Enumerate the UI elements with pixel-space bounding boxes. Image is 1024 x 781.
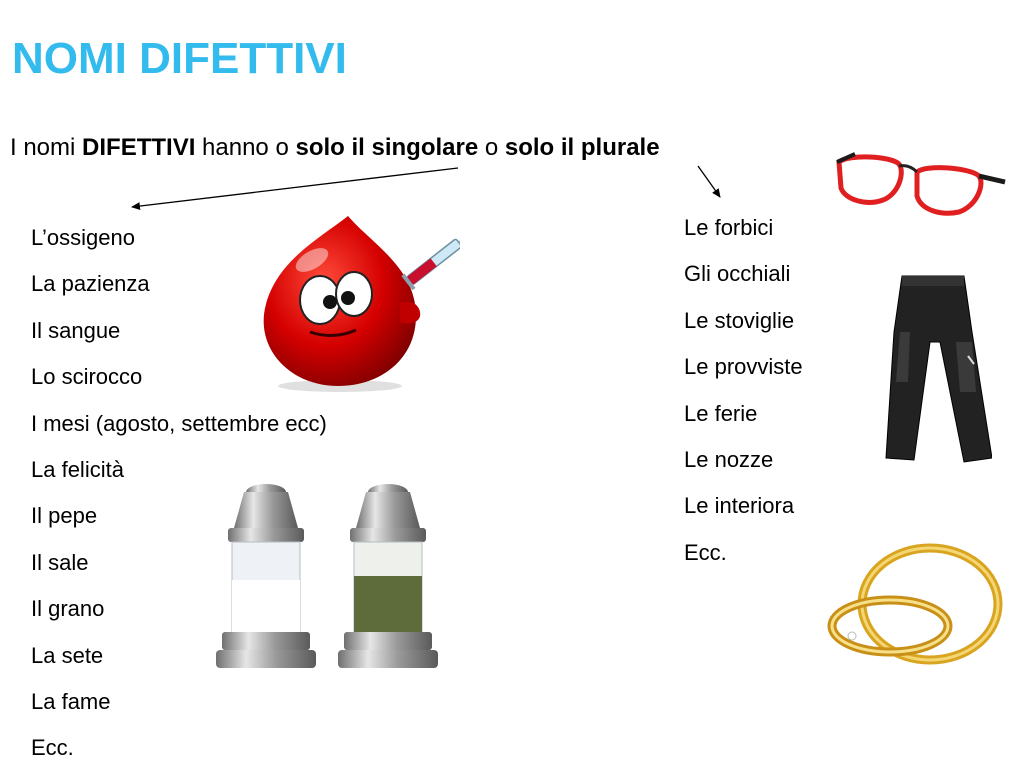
list-item: Lo scirocco (31, 364, 143, 390)
list-item: Gli occhiali (684, 261, 791, 287)
intro-text-3: o (478, 134, 505, 161)
list-item: La fame (31, 688, 111, 714)
list-item: Le ferie (684, 400, 758, 426)
intro-bold-singolare: solo il singolare (295, 134, 479, 161)
intro-bold-difettivi: DIFETTIVI (82, 134, 196, 161)
list-item: L’ossigeno (31, 225, 135, 250)
list-item: Il sangue (31, 317, 121, 343)
list-item: Il pepe (31, 503, 98, 529)
list-item: Il sale (31, 549, 89, 575)
intro-text-1: I nomi (10, 134, 83, 161)
list-item: La pazienza (31, 271, 150, 297)
intro-bold-plurale: solo il plurale (504, 134, 660, 161)
trousers-image (880, 272, 992, 464)
list-item: Le forbici (684, 215, 774, 240)
list-item: La felicità (31, 456, 124, 482)
list-item: Ecc. (684, 539, 727, 565)
salt-pepper-image (212, 480, 446, 678)
glasses-image (835, 150, 1009, 220)
list-item: Le nozze (684, 446, 774, 472)
plural-nouns-list (684, 214, 803, 585)
list-item: Le interiora (684, 493, 795, 519)
list-item: Le provviste (684, 354, 803, 380)
page-title: NOMI DIFETTIVI (12, 34, 347, 83)
arrow-to-singular (132, 168, 458, 207)
list-item: Il grano (31, 596, 105, 622)
intro-text-2: hanno o (195, 134, 296, 161)
list-item: I mesi (agosto, settembre ecc) (31, 410, 327, 436)
rings-image (826, 540, 1008, 670)
list-item: Ecc. (31, 735, 74, 761)
list-item: Le stoviglie (684, 307, 795, 333)
arrow-to-plural (698, 166, 720, 197)
blood-drop-image (250, 208, 460, 393)
list-item: La sete (31, 642, 104, 668)
